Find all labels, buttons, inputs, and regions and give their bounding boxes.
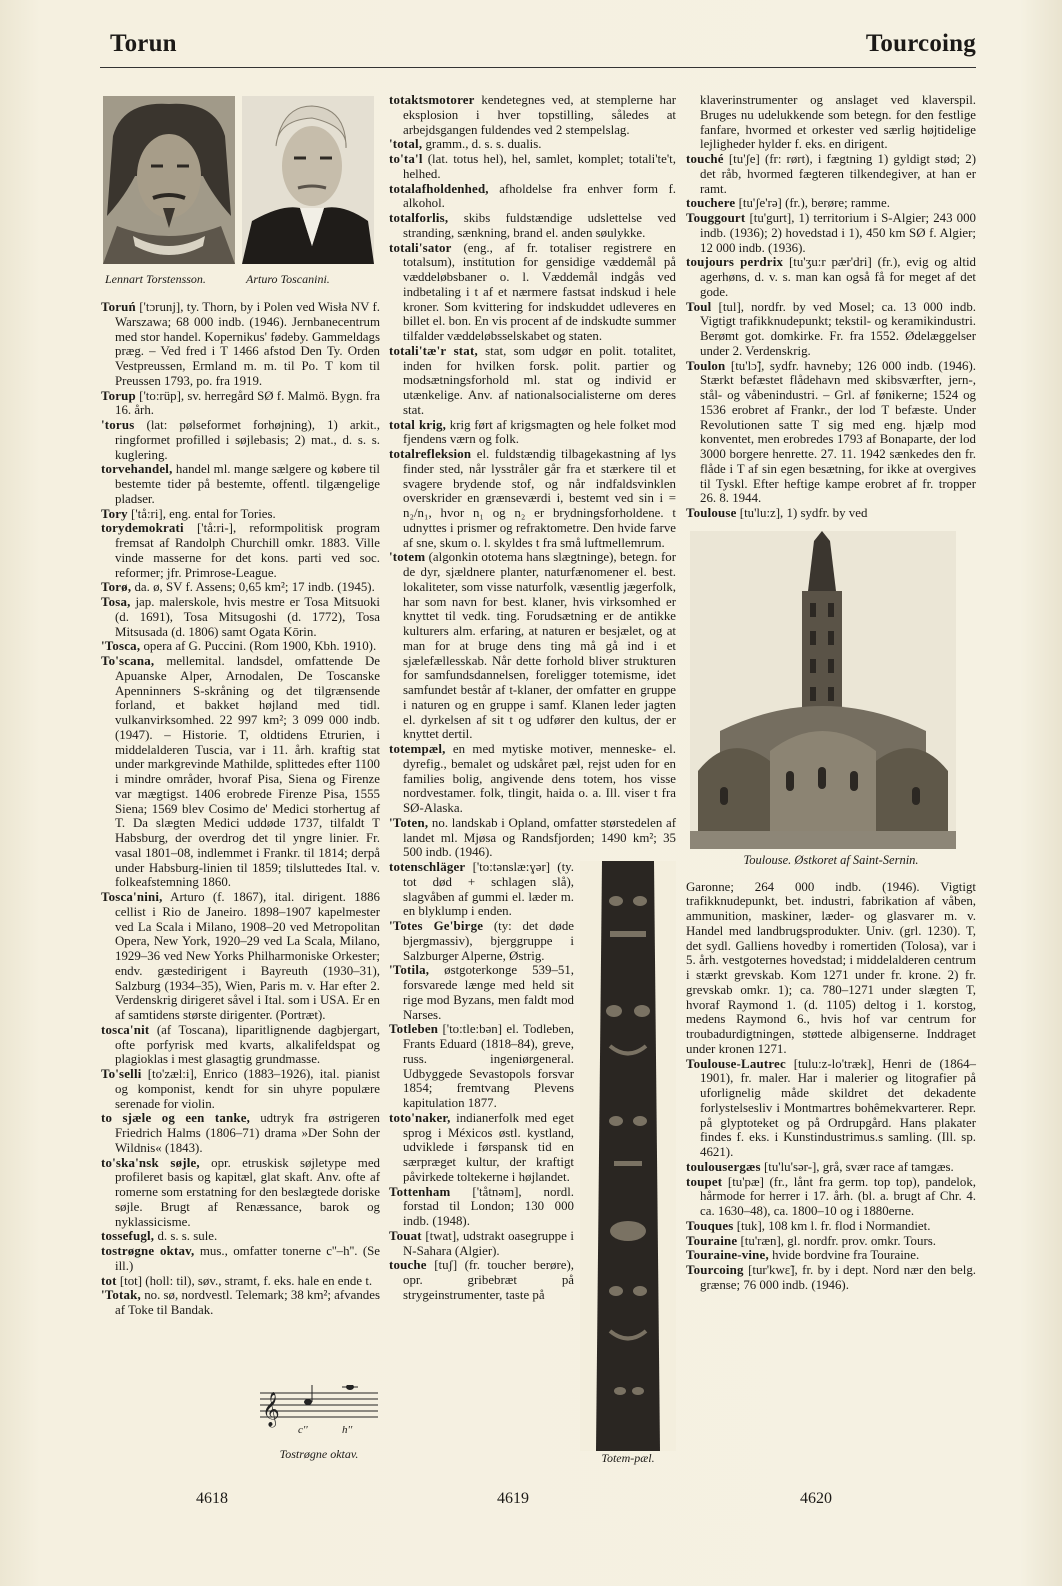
dictionary-entry <box>686 1160 976 1175</box>
entry-definition: [tul], nordfr. by ved Mosel; ca. 13 000 indb. Vigtigt trafikknudepunkt; tekstil- og keramikindustri. Berømt got. domkirke. Fr. fra 1552. Ødelæggelser under 2. Verdenskrig. <box>700 299 976 358</box>
dictionary-entry <box>389 93 676 137</box>
entry-definition: [tu'pæ] (fr., lånt fra germ. top top), pandelok, hårmode for herrer i 17. årh. (bl. a. brugt af Chr. 4. ca. 1630–48), ca. 1800–10 og i 1880erne. <box>700 1174 976 1218</box>
note-label-h: h'' <box>342 1424 353 1436</box>
entry-headword: To'selli <box>101 1067 142 1081</box>
entry-headword: 'Tosca, <box>101 639 141 654</box>
dictionary-entry <box>686 152 976 196</box>
totem-pole-image <box>580 861 676 1451</box>
dictionary-entry <box>389 742 676 816</box>
entry-definition: opera af G. Puccini. (Rom 1900, Kbh. 1910). <box>140 639 377 654</box>
portraits <box>101 96 376 286</box>
dictionary-entry <box>101 654 380 890</box>
entry-headword: totalforlis, <box>389 211 449 225</box>
dictionary-entry <box>101 639 380 654</box>
portrait-caption-toscanini: Arturo Toscanini. <box>246 272 330 286</box>
dictionary-entry <box>101 1229 380 1244</box>
dictionary-entry <box>101 521 380 580</box>
entry-definition: [tu'ʃe'rə] (fr.), berøre; ramme. <box>735 196 890 211</box>
entry-headword: tostrøgne oktav, <box>101 1244 195 1258</box>
entry-definition: [tulu:z-lo'træk], Henri de (1864–1901), fr. maler. Har i malerier og litografier på uforlignelig måde skildret det dekadente forlystelsesliv i Montmartres bohêmekvarterer. Repr. på glyptoteket og på Ordrupgård. Hans plakater findes f. eks. i Kunstindustrimus.s samling. (Ill. sp. 4621). <box>700 1056 976 1159</box>
entry-definition: ['tå:ri-], reformpolitisk program fremsat af Randolph Churchill omkr. 1883. Ville vinde masserne for det kons. parti ved soc. reformer; jfr. Primrose-League. <box>115 521 380 580</box>
portrait-torstensson-image <box>103 96 235 264</box>
entry-definition: indianerfolk med eget sprog i Méxicos østl. kystland, udviklede i førspansk tid en særpræget kultur, der kraftigt påvirkede toltekerne i højlandet. <box>403 1110 574 1184</box>
dictionary-entry <box>101 389 380 419</box>
dictionary-entry <box>101 1156 380 1230</box>
totem-pole-figure <box>580 861 676 1479</box>
entry-headword: Tory <box>101 506 128 521</box>
dictionary-entry <box>101 890 380 1023</box>
dictionary-entry <box>686 1234 976 1249</box>
dictionary-entry <box>101 300 380 389</box>
entry-headword: Torø, <box>101 580 132 595</box>
music-caption: Tostrøgne oktav. <box>279 1447 359 1461</box>
entry-headword: toto'naker, <box>389 1110 451 1125</box>
portrait-toscanini-image <box>242 96 374 264</box>
entry-definition: mus., omfatter tonerne c''–h''. (Se ill.) <box>115 1244 381 1273</box>
entry-headword: totenschläger <box>389 860 466 874</box>
dictionary-entry <box>101 595 380 639</box>
dictionary-entry <box>686 196 976 211</box>
entry-headword: Toulon <box>686 358 726 373</box>
entry-headword: tosca'nit <box>101 1022 150 1037</box>
entry-definition: [to'zæl:i], Enrico (1883–1926), ital. pianist og komponist, kendt for sin uhyre populære serenade for violin. <box>115 1067 380 1111</box>
entry-headword: Tourcoing <box>686 1263 744 1277</box>
dictionary-entry <box>101 1274 380 1289</box>
entry-headword: to sjæle og een tanke, <box>101 1111 251 1126</box>
entry-headword: Totleben <box>389 1022 439 1037</box>
entry-definition: krig ført af krigsmagten og hele folket mod fjendens værn og folk. <box>403 417 677 447</box>
running-head-left: Torun <box>110 30 177 57</box>
entry-headword: Touraine <box>686 1233 738 1248</box>
entry-headword: torvehandel, <box>101 462 173 477</box>
entry-headword: Toruń <box>101 300 136 314</box>
entry-headword: totalafholdenhed, <box>389 181 489 196</box>
entry-headword: 'Totak, <box>101 1288 141 1303</box>
entry-definition: [tur'kwɛ̃], fr. by i dept. Nord nær den belg. grænse; 76 000 indb. (1946). <box>700 1263 976 1292</box>
dictionary-entry <box>101 462 380 506</box>
dictionary-entry <box>389 152 676 182</box>
dictionary-entry <box>686 1263 976 1293</box>
entry-headword: Touat <box>389 1228 422 1243</box>
dictionary-entry <box>686 359 976 507</box>
dictionary-entry <box>101 1067 380 1111</box>
dictionary-entry <box>686 506 976 521</box>
entry-headword: tossefugl, <box>101 1229 155 1244</box>
dictionary-entry <box>389 182 676 212</box>
entry-definition: skibs fuldstændige udslettelse ved stranding, sænkning, brand el. anden søulykke. <box>403 211 676 240</box>
treble-clef-staff-icon <box>258 1385 380 1429</box>
running-head-right: Tourcoing <box>865 30 976 57</box>
entry-headword: totalrefleksion <box>389 447 472 461</box>
dictionary-entry <box>101 580 380 595</box>
note-label-c: c'' <box>298 1424 308 1436</box>
dictionary-entry <box>389 241 676 344</box>
page-number-4618: 4618 <box>196 1490 228 1507</box>
entry-definition: kendetegnes ved, at stemplerne har eksplosion i hver topstilling, således at arbejdsgangen fuldendes ved 2 stempelslag. <box>403 93 676 137</box>
entry-definition: (lat. totus hel), hel, samlet, komplet; totali'te't, helhed. <box>403 152 676 181</box>
entry-definition: ['to:tle:bən] el. Todleben, Frants Eduard (1818–84), greve, russ. ingeniørgeneral. Udbyggede Sevastopols forsvar 1854; fremtvang Plevens kapitulation 1877. <box>403 1022 574 1110</box>
entry-headword: Tosca'nini, <box>101 890 163 904</box>
entry-headword: toulousergæs <box>686 1159 761 1174</box>
entry-definition: ['tɔrunj], ty. Thorn, by i Polen ved Wisła NV f. Warszawa; 68 000 indb. (1946). Jernbanecentrum med stor handel. Kopernikus' fødeby. Gammeldags præg. – Ved fred i T 1466 afstod Den Ty. Orden Vestpreussen, Ermland m. m. til Po. T kom til Preussen 1793, po. fra 1919. <box>115 300 380 388</box>
entry-headword: touche <box>389 1258 427 1273</box>
music-staff-figure <box>258 1385 380 1461</box>
entry-definition: ['tå:ri], eng. ental for Tories. <box>127 506 276 521</box>
entry-definition: (ty: det døde bjergmassiv), bjerggruppe i Salzburger Alperne, Østrig. <box>403 919 574 963</box>
svg-text:𝄞: 𝄞 <box>262 1392 280 1427</box>
entry-definition: [twat], udstrakt oasegruppe i N-Sahara (Algier). <box>403 1228 574 1258</box>
entry-toulouse-continuation: Garonne; 264 000 indb. (1946). Vigtigt trafikknudepunkt, bet. industri, fabrikation af våben, ammunition, maskiner, læder- og glasvarer m. v. Handel med landbrugsprodukter. Univ. (grl. 1230). T, det sydl. Galliens hovedby i romertiden (Tolosa), var i 5. årh. vestgoternes hovedstad; i middelalderen centrum i stærkt grevskab. Kom 1271 under fr. krone. 2) fr. grevskab omkr. 1); ca. 780–1271 under slægten T, hvoraf Raymond 1. (d. 1105) deltog i 1. korstog, medens Raymond 6., hvis hof var centrum for troubadurdigtningen, støttede albigenserne. Inddraget under kronen 1271. <box>686 879 976 1056</box>
entry-headword: Tosa, <box>101 595 131 609</box>
entry-definition: [tu'gurt], 1) territorium i S-Algier; 243 000 indb. (1936); 2) hovedstad i 1), 450 km SØ f. Algier; 12 000 indb. (1936). <box>700 211 976 255</box>
dictionary-entry <box>686 1175 976 1219</box>
entry-definition: en med mytiske motiver, menneske- el. dyrefig., bemalet og udskåret pæl, rejst uden for en families bolig, angivende dens totem, hos visse nordvestamer. folk, tlingit, haida o. a. Ill. viser t fra SØ-Alaska. <box>403 742 676 815</box>
dictionary-entry <box>686 1219 976 1234</box>
entry-headword: touchere <box>686 196 736 211</box>
entry-headword: totaktsmotorer <box>389 93 475 107</box>
page-number-4619: 4619 <box>497 1490 529 1507</box>
dictionary-entry <box>389 418 676 448</box>
entry-headword: to'ta'l <box>389 152 423 166</box>
entry-headword: torydemokrati <box>101 521 184 536</box>
entry-headword: Toulouse-Lautrec <box>686 1056 786 1071</box>
dictionary-entry <box>101 1023 380 1067</box>
dictionary-entry <box>686 255 976 299</box>
entry-continuation: klaverinstrumenter og anslaget ved klaverspil. Bruges nu udelukkende som betegn. for den festlige fanfare, hvormed et orkester ved særlig højtidelige lejligheder hylder f. eks. en dirigent. <box>700 93 976 152</box>
entry-headword: totempæl, <box>389 742 446 756</box>
entry-definition: østgoterkonge 539–51, forsvarede længe med held sit rige mod Byzans, men faldt mod Narses. <box>403 963 574 1022</box>
entry-definition: ['tåtnəm], nordl. forstad til London; 130 000 indb. (1948). <box>403 1184 574 1228</box>
entry-definition: stat, som udgør en polit. totalitet, inden for hvilken forsk. polit. partier og modsætningsforhold ml. stat og individ er utænkelige. Anv. af nationalsocialisterne om deres stat. <box>403 343 676 417</box>
entry-headword: 'totem <box>389 550 426 565</box>
dictionary-entry <box>101 418 380 462</box>
entry-headword: 'total, <box>389 137 423 152</box>
entry-definition: gramm., d. s. s. dualis. <box>422 137 542 152</box>
dictionary-entry <box>389 211 676 241</box>
portrait-caption-torstensson: Lennart Torstensson. <box>105 272 206 286</box>
entry-headword: Touraine-vine, <box>686 1248 769 1263</box>
entry-headword: touché <box>686 152 724 166</box>
entry-definition: ['to:rüp], sv. herregård SØ f. Malmö. Bygn. fra 16. årh. <box>115 388 380 418</box>
entry-definition: opr. etruskisk søjletype med profileret basis og kapitæl, glat skaft. Anv. ofte af romerne som erstatning for den beslægtede doriske søjle. Brugt af Renæssance, barok og nyklassicisme. <box>115 1155 380 1229</box>
dictionary-entry <box>389 447 676 550</box>
entry-headword: To'scana, <box>101 654 155 668</box>
dictionary-entry <box>686 300 976 359</box>
column-4618 <box>101 300 381 1461</box>
dictionary-entry <box>686 211 976 255</box>
dictionary-entry <box>389 550 676 742</box>
entry-definition: [tuk], 108 km l. fr. flod i Normandiet. <box>733 1218 931 1233</box>
entry-definition: [tuʃ] (fr. toucher berøre), opr. gribebræt på strygeinstrumenter, taste på <box>403 1258 574 1302</box>
entry-definition: [tu'lɔ̃], sydfr. havneby; 126 000 indb. (1946). Stærkt befæstet flådehavn med skibsværfter, jern-, stål- og våbenindustri. – Grl. af fønikerne; 1524 og 1536 erobret af Frankr., der lod T befæste. Under Revolutionen satte T sig med eng. hjælp mod konventet, men erobredes 1793 af Bonaparte, der lod 3000 borgere henrette. 27. 11. 1942 sænkedes den fr. flåde i T af sin egen besætning, for ikke at overgives til Tyskl. Efter heftige kampe erobret af fr. tropper 26. 8. 1944. <box>700 358 976 506</box>
entry-definition: (lat: pølseformet forhøjning), 1) arkit., ringformet profilled i søjlebasis; 2) mat., d. s. s. kuglering. <box>115 418 380 462</box>
entry-definition: [tot] (holl: til), søv., stramt, f. eks. hale en ende t. <box>116 1273 373 1288</box>
column-4619 <box>389 93 676 1479</box>
column-4620 <box>686 93 976 1293</box>
dictionary-entry <box>686 1057 976 1160</box>
entry-definition: handel ml. mange sælgere og købere til bestemte tider på bestemte, offentl. tilgængelige pladser. <box>115 462 380 506</box>
dictionary-entry <box>101 507 380 522</box>
page-number-4620: 4620 <box>800 1490 832 1507</box>
header-rule <box>100 67 976 68</box>
entry-definition: d. s. s. sule. <box>154 1229 218 1244</box>
entry-headword: 'Totila, <box>389 963 430 978</box>
dictionary-entry <box>101 1111 380 1155</box>
entry-definition: [tu'ʒu:r pær'dri] (fr.), evig og altid agerhøns, d. v. s. man kan også få for meget af det gode. <box>700 255 976 299</box>
entry-definition: mellemital. landsdel, omfattende De Apuanske Alper, Arnodalen, De Toscanske Apenninners S-skråning og det tilgrænsende forland, et bakket højland med tidl. vulkanvirksomhed. 22 997 km²; 3 099 000 indb. (1947). – Historie. T, oldtidens Etrurien, i middelalderen Tuscia, var i 11. årh. kraftig stat under markgrevinde Mathilde, splittedes efter 1100 i mindre områder, hvoraf Pisa, Siena og Firenze var mægtigst. 1406 erobrede Firenze Pisa, 1555 Siena; 1569 blev Cosimo de' Medici storhertug af T. Da slægten Medici uddøde 1737, tilfaldt T Habsburg, der overdrog det til yngre linier. Fr. vasal 1801–08, indlemmet i Frankr. til 1814; derpå under Habsburg-linien til 1859; tilsluttedes Ital. v. folkeafstemning 1860. <box>115 654 380 890</box>
dictionary-entry <box>389 344 676 418</box>
entry-definition: [tu'lu:z], 1) sydfr. by ved <box>736 506 868 520</box>
entry-headword: 'Toten, <box>389 815 429 830</box>
entry-headword: Toulouse <box>686 506 737 520</box>
entry-definition: [tu'ræn], gl. nordfr. prov. omkr. Tours. <box>737 1233 936 1248</box>
entry-headword: Touggourt <box>686 211 746 225</box>
entry-definition: hvide bordvine fra Touraine. <box>768 1248 920 1263</box>
entry-definition: no. sø, nordvestl. Telemark; 38 km²; afvandes af Toke til Bandak. <box>115 1288 380 1317</box>
entry-definition: afholdelse fra enhver form f. alkohol. <box>403 181 676 211</box>
church-caption: Toulouse. Østkoret af Saint-Sernin. <box>743 852 919 867</box>
entry-definition: (algonkin ototema hans slægtninge), betegn. for de dyr, sjældnere planter, naturfænomener el. best. lokaliteter, som visse naturfolk, væsentlig jægerfolk, har som navn for best. klaner, hvis virksomhed er knyttet til vedk. ting. Forudsætning er de antikke kulturers alm. erfaring, at naturen er besjælet, og at man for at bruge dens ting må gå ind i et sjælefællesskab. Når dette forhold bliver strukturen for samfundsdannelsen, foreligger totemisme, idet samfundet består af t-klaner, der omfatter en gruppe i naturen og en gruppe i samf. Klanen leder jagten el. dyrkelsen af sit t og udfører den kultus, der er knyttet dertil. <box>403 550 676 742</box>
saint-sernin-image <box>690 531 956 849</box>
dictionary-entry <box>389 816 676 860</box>
entry-headword: 'torus <box>101 418 135 432</box>
entry-headword: Touques <box>686 1218 734 1233</box>
entry-definition: el. fuldstændig tilbagekastning af lys finder sted, når lysstråler går fra et stærkere til et svagere brydende stof, og når indfaldsvinklen overskrider en grænseværdi i, bestemt ved sin i = n₂/n₁, hvor n₁ og n₂ er brydningsforholdene. t udnyttes i prismer og refraktometre. Den hvide farve af sne, skum o. l. skyldes t fra små luftmellemrum. <box>403 447 676 550</box>
entry-definition: (af Toscana), liparitlignende dagbjergart, ofte porfyrisk med kvarts, alkalifeldspat og plagioklas i mest glasagtig grundmasse. <box>115 1022 380 1067</box>
entry-headword: Torup <box>101 388 136 403</box>
entry-definition: [tu'lu'sər-], grå, svær race af tamgæs. <box>760 1159 954 1174</box>
entry-headword: Toul <box>686 299 712 314</box>
entry-definition: (eng., af fr. totaliser registrere en totalsum), institution for gensidige væddemål på væddeløbsbaner o. l. Væddemål indgås ved indbetaling i t af et nærmere fastsat indskud i hele kroner. Som kvittering for indskuddet udleveres en billet el. bon. En vis procent af de indskudte summer tilfalder væddeløbsselskabet og staten. <box>403 240 676 343</box>
entry-definition: udtryk fra østrigeren Friedrich Halms (1806–71) drama »Der Sohn der Wildnis« (1843). <box>115 1111 380 1155</box>
entry-headword: tot <box>101 1273 117 1288</box>
entry-headword: total krig, <box>389 417 447 432</box>
entry-definition: no. landskab i Opland, omfatter størstedelen af landet ml. Mjøsa og Randsfjorden; 1490 km²; 35 500 indb. (1946). <box>403 815 676 860</box>
entry-definition: [tu'ʃe] (fr: rørt), i fægtning 1) gyldigt stød; 2) det råb, hvormed fægteren tilkendegiver, at han er ramt. <box>700 152 976 196</box>
entry-definition: jap. malerskole, hvis mestre er Tosa Mitsuoki (d. 1691), Tosa Mitsugoshi (d. 1772), Tosa Mitsusada (d. 1806) samt Ogata Kōrin. <box>115 595 380 639</box>
dictionary-entry <box>101 1288 380 1318</box>
entry-headword: Tottenham <box>389 1184 451 1199</box>
entry-headword: 'Totes Ge'birge <box>389 919 484 933</box>
totem-caption: Totem-pæl. <box>601 1451 655 1465</box>
entry-headword: toupet <box>686 1174 723 1189</box>
dictionary-entry <box>389 137 676 152</box>
entry-definition: ['to:tənslæ:ɣər] (ty. tot død + schlagen slå), slagvåben af gummi el. læder m. en blyklump i enden. <box>403 860 574 919</box>
entry-headword: to'ska'nsk søjle, <box>101 1155 200 1170</box>
dictionary-entry <box>686 1248 976 1263</box>
entry-headword: toujours perdrix <box>686 255 784 270</box>
entry-definition: da. ø, SV f. Assens; 0,65 km²; 17 indb. (1945). <box>131 580 375 595</box>
dictionary-entry <box>101 1244 380 1274</box>
entry-headword: totali'tæ'r stat, <box>389 343 478 358</box>
entry-definition: Arturo (f. 1867), ital. dirigent. 1886 cellist i Rio de Janeiro. 1898–1907 kapelmester ved La Scala i Milano, 1908–20 ved Metropolitan Opera, New York, 1920–29 ved La Scala, Milano, 1929–36 ved New Yorks Philharmoniske Orkester; endv. gæstedirigent i Bayreuth (1930–31), Salzburg (1934–35), Wien, Paris m. v. Har efter 2. Verdenskrig dirigeret såvel i Ital. som i USA. Er en af samtidens største dirigenter. (Portræt). <box>115 890 380 1022</box>
entry-headword: totali'sator <box>389 240 452 255</box>
